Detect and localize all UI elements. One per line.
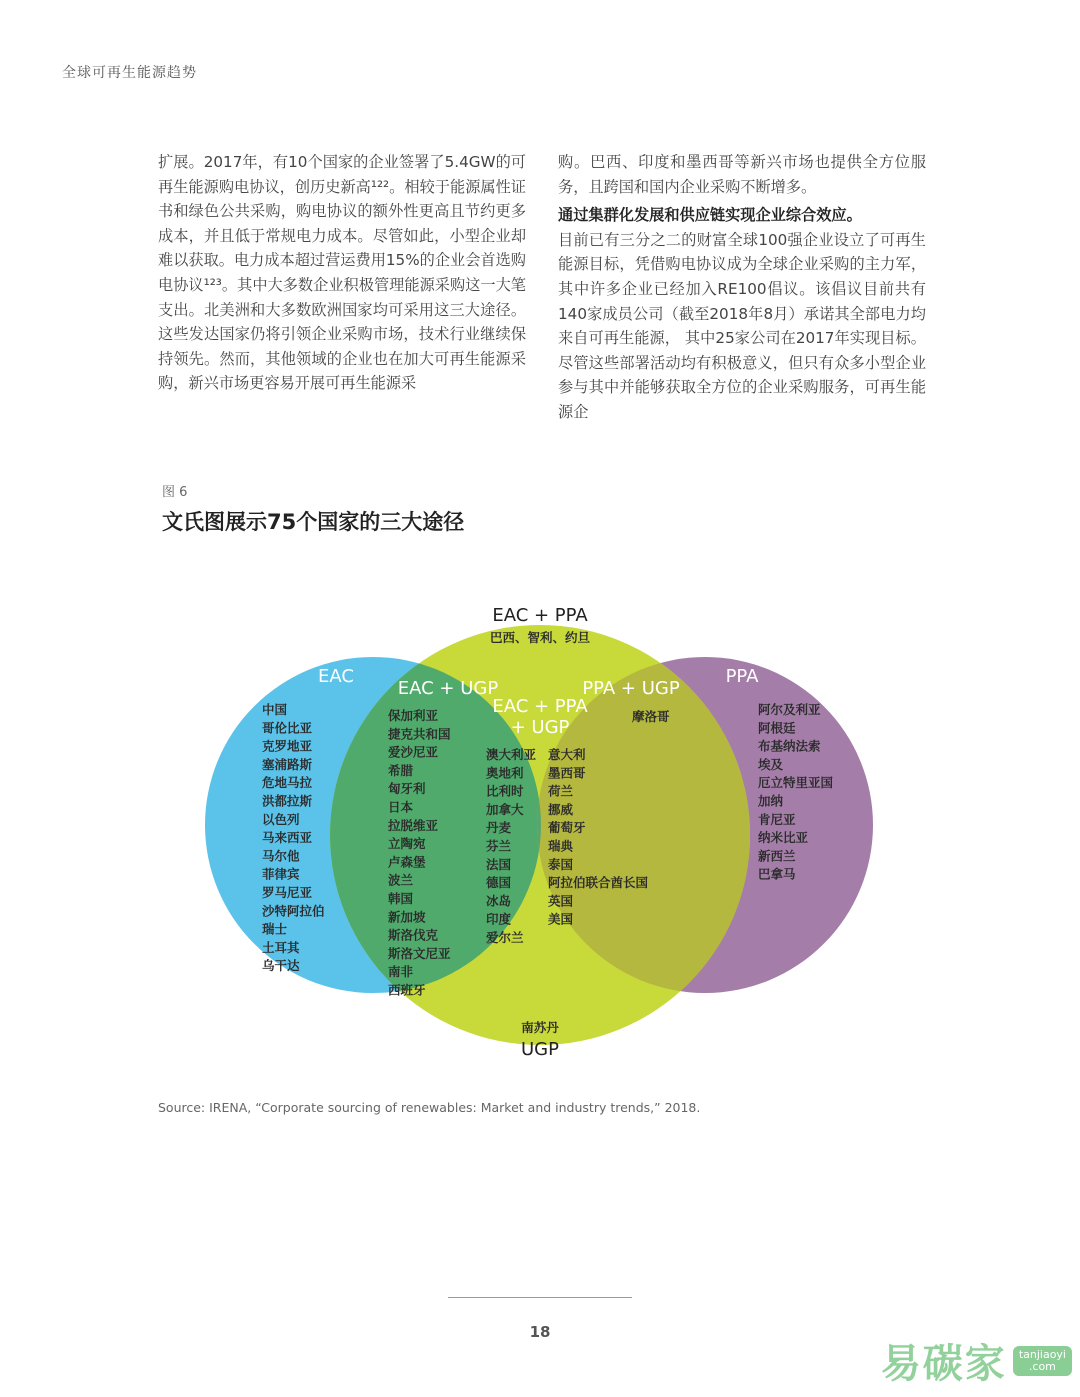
watermark-logo [881, 1332, 1072, 1389]
page-number: 18 [529, 1323, 551, 1341]
country-label: 菲律宾 [262, 866, 300, 882]
country-label: 阿拉伯联合酋长国 [548, 875, 649, 891]
body-column-right [558, 150, 926, 425]
paragraph-text: 目前已有三分之二的财富全球100强企业设立了可再生能源目标，凭借购电协议成为全球企业采购的主力军，其中许多企业已经加入RE100倡议。该倡议目前共有140家成员公司（截至2018年8月）承诺其全部电力均来自可再生能源， 其中25家公司在2017年实现目标。尽管这些部署活动均有积极意义，但只有众多小型企业参与其中并能够获取全方位的企业采购服务，可再生能源企 [558, 230, 926, 421]
country-label: 阿尔及利亚 [758, 702, 821, 717]
country-label: 新加坡 [388, 909, 426, 925]
country-label: 瑞典 [548, 838, 574, 854]
eac-ppa-countries: 巴西、智利、约旦 [489, 630, 591, 645]
country-label: 克罗地亚 [262, 738, 313, 754]
country-label: 厄立特里亚国 [758, 775, 834, 791]
country-label: 加拿大 [486, 801, 524, 817]
country-label: 荷兰 [548, 783, 574, 799]
figure-label: 图 6 [162, 485, 188, 500]
country-label: 中国 [262, 702, 288, 717]
country-label: 日本 [388, 799, 414, 815]
region-label-eac-ugp: EAC + UGP [397, 678, 499, 699]
country-label: 布基纳法索 [758, 738, 821, 754]
country-label: 泰国 [548, 856, 574, 872]
country-label: 塞浦路斯 [262, 756, 313, 772]
country-label: 以色列 [262, 811, 300, 827]
country-label: 意大利 [548, 747, 586, 762]
country-label: 奥地利 [486, 765, 524, 781]
country-label: 韩国 [388, 891, 414, 906]
ppa-ugp-country-list [632, 709, 670, 724]
country-label: 英国 [548, 893, 574, 909]
country-label: 斯洛伐克 [388, 927, 439, 943]
country-label: 斯洛文尼亚 [388, 945, 451, 961]
country-label: 肯尼亚 [758, 811, 796, 827]
country-label: 土耳其 [262, 939, 300, 955]
country-label: 拉脱维亚 [388, 817, 439, 833]
region-label-eac-ppa: EAC + PPA [492, 605, 588, 626]
country-label: 南非 [388, 964, 414, 980]
body-paragraph [558, 203, 926, 424]
country-label: 马来西亚 [262, 830, 313, 846]
region-label-ppa-ugp: PPA + UGP [582, 678, 680, 699]
body-paragraph: 购。巴西、印度和墨西哥等新兴市场也提供全方位服务，且跨国和国内企业采购不断增多。 [558, 153, 926, 196]
country-label: 法国 [486, 856, 512, 872]
body-paragraph: 扩展。2017年，有10个国家的企业签署了5.4GW的可再生能源购电协议，创历史新高¹²²。相较于能源属性证书和绿色公共采购，购电协议的额外性更高且节约更多成本，并且低于常规电力成本。尽管如此，小型企业却难以获取。电力成本超过营运费用15%的企业会首选购电协议¹²³。其中大多数企业积极管理能源采购这一大笔支出。北美洲和大多数欧洲国家均可采用这三大途径。这些发达国家仍将引领企业采购市场，技术行业继续保持领先。然而，其他领域的企业也在加大可再生能源采购，新兴市场更容易开展可再生能源采 [158, 153, 526, 393]
region-label-ugp: UGP [521, 1039, 559, 1060]
watermark-text: 易碳家 [880, 1341, 1007, 1387]
country-label: 捷克共和国 [388, 726, 451, 742]
country-label: 危地马拉 [262, 775, 313, 791]
region-label-all-line1: EAC + PPA [492, 696, 588, 717]
running-header: 全球可再生能源趋势 [62, 65, 197, 81]
country-label: 立陶宛 [388, 836, 426, 852]
country-label: 希腊 [388, 762, 414, 778]
country-label: 洪都拉斯 [262, 793, 313, 809]
country-label: 匈牙利 [388, 781, 426, 797]
country-label: 爱沙尼亚 [388, 744, 439, 760]
country-label: 墨西哥 [548, 765, 586, 781]
country-label: 波兰 [388, 872, 414, 888]
country-label: 马尔他 [262, 848, 300, 864]
country-label: 罗马尼亚 [262, 885, 313, 900]
figure-source: Source: IRENA, “Corporate sourcing of renewables: Market and industry trends,” 2018. [158, 1100, 701, 1115]
country-label: 纳米比亚 [758, 830, 809, 846]
country-label: 澳大利亚 [486, 747, 537, 762]
country-label: 卢森堡 [388, 854, 426, 870]
country-label: 巴拿马 [758, 866, 796, 882]
watermark-badge: tanjiaoyi .com [1013, 1346, 1072, 1376]
country-label: 加纳 [758, 793, 784, 809]
figure-title: 文氏图展示75个国家的三大途径 [162, 510, 465, 534]
country-label: 乌干达 [262, 958, 300, 974]
country-label: 瑞士 [262, 921, 288, 937]
footer-divider [448, 1297, 632, 1298]
country-label: 葡萄牙 [548, 820, 586, 836]
country-label: 摩洛哥 [632, 709, 670, 724]
country-label: 埃及 [758, 756, 784, 772]
region-label-eac: EAC [318, 666, 354, 687]
ugp-country: 南苏丹 [521, 1020, 559, 1035]
country-label: 德国 [486, 875, 512, 891]
country-label: 丹麦 [486, 820, 512, 836]
body-column-left [158, 150, 526, 396]
country-label: 新西兰 [758, 848, 796, 864]
country-label: 保加利亚 [388, 708, 439, 723]
country-label: 西班牙 [388, 982, 426, 998]
country-label: 比利时 [486, 783, 524, 799]
paragraph-lead: 通过集群化发展和供应链实现企业综合效应。 [558, 206, 862, 225]
country-label: 美国 [548, 911, 574, 927]
country-label: 芬兰 [486, 838, 512, 854]
country-label: 挪威 [548, 801, 574, 817]
country-label: 阿根廷 [758, 720, 796, 736]
country-label: 哥伦比亚 [262, 720, 313, 736]
country-label: 印度 [486, 911, 512, 927]
country-label: 沙特阿拉伯 [262, 903, 325, 919]
venn-diagram [0, 580, 1080, 1080]
region-label-ppa: PPA [725, 666, 759, 687]
country-label: 爱尔兰 [486, 930, 524, 945]
region-label-all-line2: + UGP [510, 717, 570, 738]
country-label: 冰岛 [486, 893, 512, 909]
